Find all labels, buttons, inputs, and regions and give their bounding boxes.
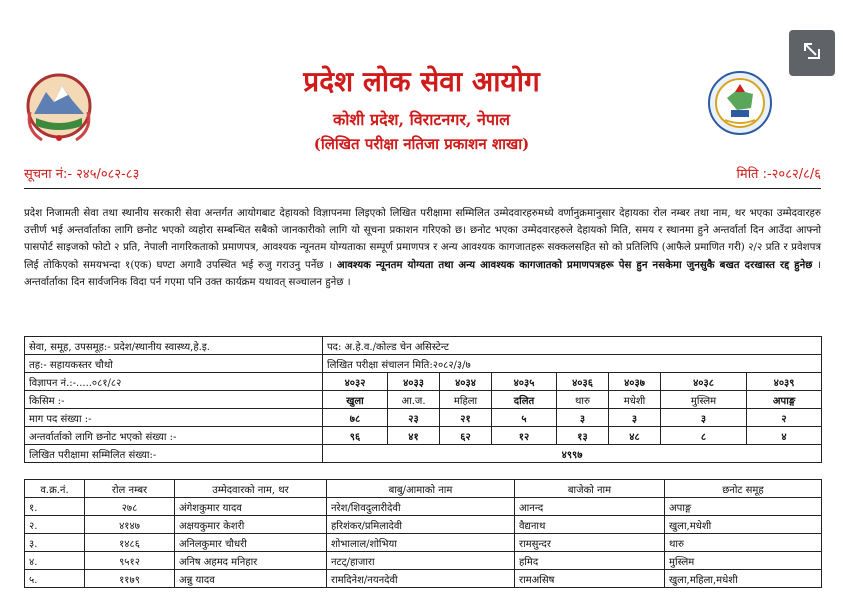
table-row (25, 570, 822, 588)
parent-cell: हरिशंकर/प्रमिलादेवी (327, 516, 515, 534)
roll-cell: ९५१२ (85, 552, 175, 570)
exam-date-cell: लिखित परीक्षा संचालन मिति:२०८२/३/७ (323, 355, 822, 373)
table-row (25, 516, 822, 534)
type-cell: दलित (492, 391, 557, 409)
name-cell: अनिष अहमद मनिहार (175, 552, 327, 570)
selected-cell: ४१ (388, 427, 440, 445)
grandfather-cell: रामसुन्दर (515, 534, 665, 552)
serial-cell: ५. (25, 570, 85, 588)
adv-label-cell: विज्ञापन नं.:-.....०८१/८२ (25, 373, 323, 391)
branch-subtitle: (लिखित परीक्षा नतिजा प्रकाशन शाखा) (313, 135, 530, 153)
roll-cell: ४१४७ (85, 516, 175, 534)
selected-label-cell: अन्तर्वार्ताको लागि छनोट भएको संख्या :- (25, 427, 323, 445)
table-row (25, 534, 822, 552)
name-cell: अक्षयकुमार केशरी (175, 516, 327, 534)
type-cell: अपाङ्ग (747, 391, 822, 409)
demand-cell: ३ (661, 409, 747, 427)
name-cell: अन्नु यादव (175, 570, 327, 588)
parent-cell: नटट्/हाजारा (327, 552, 515, 570)
demand-cell: २३ (388, 409, 440, 427)
adv-no-cell: ४०३३ (388, 373, 440, 391)
table-row (25, 552, 822, 570)
adv-no-cell: ४०३७ (609, 373, 661, 391)
type-cell: मुस्लिम (661, 391, 747, 409)
paragraph-text: प्रदेश निजामती सेवा तथा स्थानीय सरकारी सेवा अन्तर्गत आयोगबाट देहायको विज्ञापनमा लिइएको लिखित परीक्षामा सम्मिलित उम्मेदवारहरुमध्ये वर्णानुक्रमानुसार देहायका रोल नम्बर तथा नाम, थर भएका उम्मेदवारहरु उत्तीर्ण भई अन्तर्वार्ताका लागि छनोट भएको व्यहोरा सम्बन्धित सबैको जानकारीको लागि यो सूचना प्रकाशन गरिएको छ। छनोट भएका उम्मेदवारहरुले देहायको मिति, समय र स्थानमा हुने अन्तर्वार्ता दिन आउँदा आफ्नो पासपोर्ट साइजको फोटो २ प्रति, नेपाली नागरिकताको प्रमाणपत्र, आवश्यक न्यूनतम योग्यताका सम्पूर्ण प्रमाणपत्र र अन्य आवश्यक कागजातहरू सक्कलसहित सो को प्रतिलिपि (आफैले प्रमाणित गरी) २/२ प्रति र प्रवेशपत्र लिई तोकिएको समयभन्दा १(एक) घण्टा अगावै उपस्थित भई रुजु गराउनु पर्नेछ । (24, 208, 821, 271)
selected-cell: ९६ (323, 427, 388, 445)
notice-date: मिति :-२०८२/८/६ (736, 167, 821, 182)
adv-no-cell: ४०३९ (747, 373, 822, 391)
name-cell: अंगेशकुमार यादव (175, 498, 327, 516)
adv-no-cell: ४०३४ (440, 373, 492, 391)
serial-cell: ४. (25, 552, 85, 570)
column-header: बाबु/आमाको नाम (327, 480, 515, 498)
parent-cell: रामदिनेश/नयनदेवी (327, 570, 515, 588)
column-header: उम्मेदवारको नाम, थर (175, 480, 327, 498)
post-cell: पद: अ.हे.व./कोल्ड चेन असिस्टेन्ट (323, 337, 822, 355)
group-cell: अपाङ्ग (665, 498, 822, 516)
participants-label-cell: लिखित परीक्षामा सम्मिलित संख्या:- (25, 445, 323, 463)
type-cell: खुला (323, 391, 388, 409)
roll-cell: १४८६ (85, 534, 175, 552)
type-cell: महिला (440, 391, 492, 409)
level-cell: तह:- सहायकस्तर चौथो (25, 355, 323, 373)
serial-cell: २. (25, 516, 85, 534)
group-cell: मुस्लिम (665, 552, 822, 570)
name-cell: अनिलकुमार चौधरी (175, 534, 327, 552)
type-label-cell: किसिम :- (25, 391, 323, 409)
column-header: रोल नम्बर (85, 480, 175, 498)
demand-cell: २ (747, 409, 822, 427)
grandfather-cell: आनन्द (515, 498, 665, 516)
grandfather-cell: हमिद (515, 552, 665, 570)
roll-cell: २७८ (85, 498, 175, 516)
group-cell: खुला,महिला,मधेशी (665, 570, 822, 588)
province-subtitle: कोशी प्रदेश, विराटनगर, नेपाल (333, 110, 510, 129)
type-cell: थारु (557, 391, 609, 409)
demand-cell: ३ (557, 409, 609, 427)
demand-cell: ७८ (323, 409, 388, 427)
demand-label-cell: माग पद संख्या :- (25, 409, 323, 427)
selected-cell: १३ (557, 427, 609, 445)
type-cell: आ.ज. (388, 391, 440, 409)
table-row (25, 498, 822, 516)
results-table (24, 479, 822, 588)
column-header: बाजेको नाम (515, 480, 665, 498)
column-header: व.क्र.नं. (25, 480, 85, 498)
adv-no-cell: ४०३८ (661, 373, 747, 391)
notice-paragraph (24, 205, 821, 291)
adv-no-cell: ४०३५ (492, 373, 557, 391)
demand-cell: ३ (609, 409, 661, 427)
commission-title: प्रदेश लोक सेवा आयोग (303, 65, 540, 98)
selected-cell: ४ (747, 427, 822, 445)
service-cell: सेवा, समूह, उपसमूह:- प्रदेश/स्थानीय स्वास्थ्य,हे.इ. (25, 337, 323, 355)
column-header: छनोट समूह (665, 480, 822, 498)
selected-cell: ६२ (440, 427, 492, 445)
grandfather-cell: रामअसिष (515, 570, 665, 588)
participants-cell: ४९९७ (323, 445, 822, 463)
serial-cell: ३. (25, 534, 85, 552)
paragraph-bold-text: आवश्यक न्यूनतम योग्यता तथा अन्य आवश्यक कागजातको प्रमाणपत्रहरू पेस हुन नसकेमा जुनसुकै बखत दरखास्त रद्द हुनेछ (336, 258, 813, 271)
notice-header (0, 60, 843, 190)
selected-cell: ४८ (609, 427, 661, 445)
selected-cell: ८ (661, 427, 747, 445)
vacancy-info-table (24, 336, 822, 463)
demand-cell: ५ (492, 409, 557, 427)
adv-no-cell: ४०३२ (323, 373, 388, 391)
group-cell: थारु (665, 534, 822, 552)
group-cell: खुला,मधेशी (665, 516, 822, 534)
demand-cell: २१ (440, 409, 492, 427)
grandfather-cell: वैद्यनाथ (515, 516, 665, 534)
results-header-row (25, 480, 822, 498)
notice-number: सूचना नं:- २४५/०८२-८३ (24, 167, 140, 182)
roll-cell: ११७९ (85, 570, 175, 588)
commission-seal-logo (707, 70, 773, 136)
adv-no-cell: ४०३६ (557, 373, 609, 391)
parent-cell: शोभालाल/शोभिया (327, 534, 515, 552)
selected-cell: १२ (492, 427, 557, 445)
parent-cell: नरेश/शिवदुलारीदेवी (327, 498, 515, 516)
header-divider (24, 188, 821, 189)
serial-cell: १. (25, 498, 85, 516)
type-cell: मधेशी (609, 391, 661, 409)
paragraph-tail-text: । अन्तर्वार्ताका दिन सार्वजनिक विदा पर्न गएमा पनि उक्त कार्यक्रम यथावत् सञ्चालन हुनेछ । (24, 259, 821, 288)
